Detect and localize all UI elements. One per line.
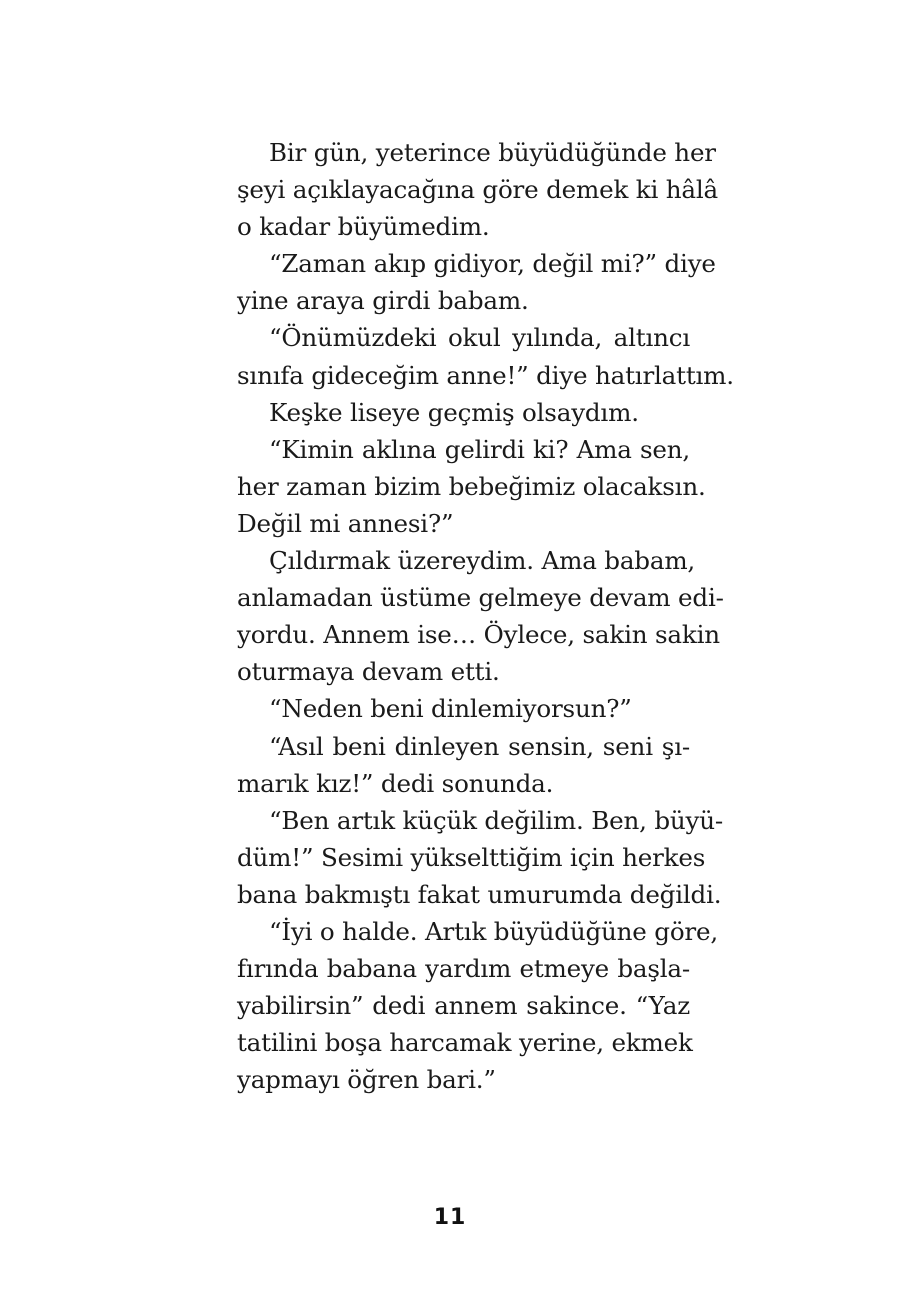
text-line: Keşke liseye geçmiş olsaydım. <box>269 397 639 427</box>
body-text <box>237 134 734 1098</box>
text-line: “Neden beni dinlemiyorsun?” <box>269 694 632 724</box>
text-line: “Ben artık küçük değilim. Ben, büyü- <box>269 805 723 835</box>
text-line: her zaman bizim bebeğimiz olacaksın. <box>237 471 706 501</box>
text-line: yapmayı öğren bari.” <box>237 1065 496 1095</box>
text-line: “Önümüzdeki okul yılında, altıncı <box>269 323 690 353</box>
text-line: fırında babana yardım etmeye başla- <box>237 954 690 984</box>
text-line: düm!” Sesimi yükselttiğim için herkes <box>237 842 706 872</box>
text-line: anlamadan üstüme gelmeye devam edi- <box>237 583 724 613</box>
text-line: Değil mi annesi?” <box>237 508 454 538</box>
text-line: “Asıl beni dinleyen sensin, seni şı- <box>269 731 690 761</box>
text-line: “İyi o halde. Artık büyüdüğüne göre, <box>269 916 718 946</box>
text-line: yabilirsin” dedi annem sakince. “Yaz <box>237 991 690 1021</box>
text-line: “Zaman akıp gidiyor, değil mi?” diye <box>269 249 716 279</box>
page-number: 11 <box>433 1205 467 1230</box>
text-line: bana bakmıştı fakat umurumda değildi. <box>237 879 722 909</box>
text-line: “Kimin aklına gelirdi ki? Ama sen, <box>269 434 690 464</box>
text-line: o kadar büyümedim. <box>237 212 490 242</box>
text-line: sınıfa gideceğim anne!” diye hatırlattım. <box>237 360 734 390</box>
text-line: marık kız!” dedi sonunda. <box>237 768 554 798</box>
text-line: şeyi açıklayacağına göre demek ki hâlâ <box>237 175 718 205</box>
text-line: yordu. Annem ise… Öylece, sakin sakin <box>237 620 720 650</box>
text-line: tatilini boşa harcamak yerine, ekmek <box>237 1028 693 1058</box>
text-line: yine araya girdi babam. <box>237 286 529 316</box>
text-line: oturmaya devam etti. <box>237 657 500 687</box>
text-line: Çıldırmak üzereydim. Ama babam, <box>269 546 696 576</box>
text-line: Bir gün, yeterince büyüdüğünde her <box>269 138 716 167</box>
